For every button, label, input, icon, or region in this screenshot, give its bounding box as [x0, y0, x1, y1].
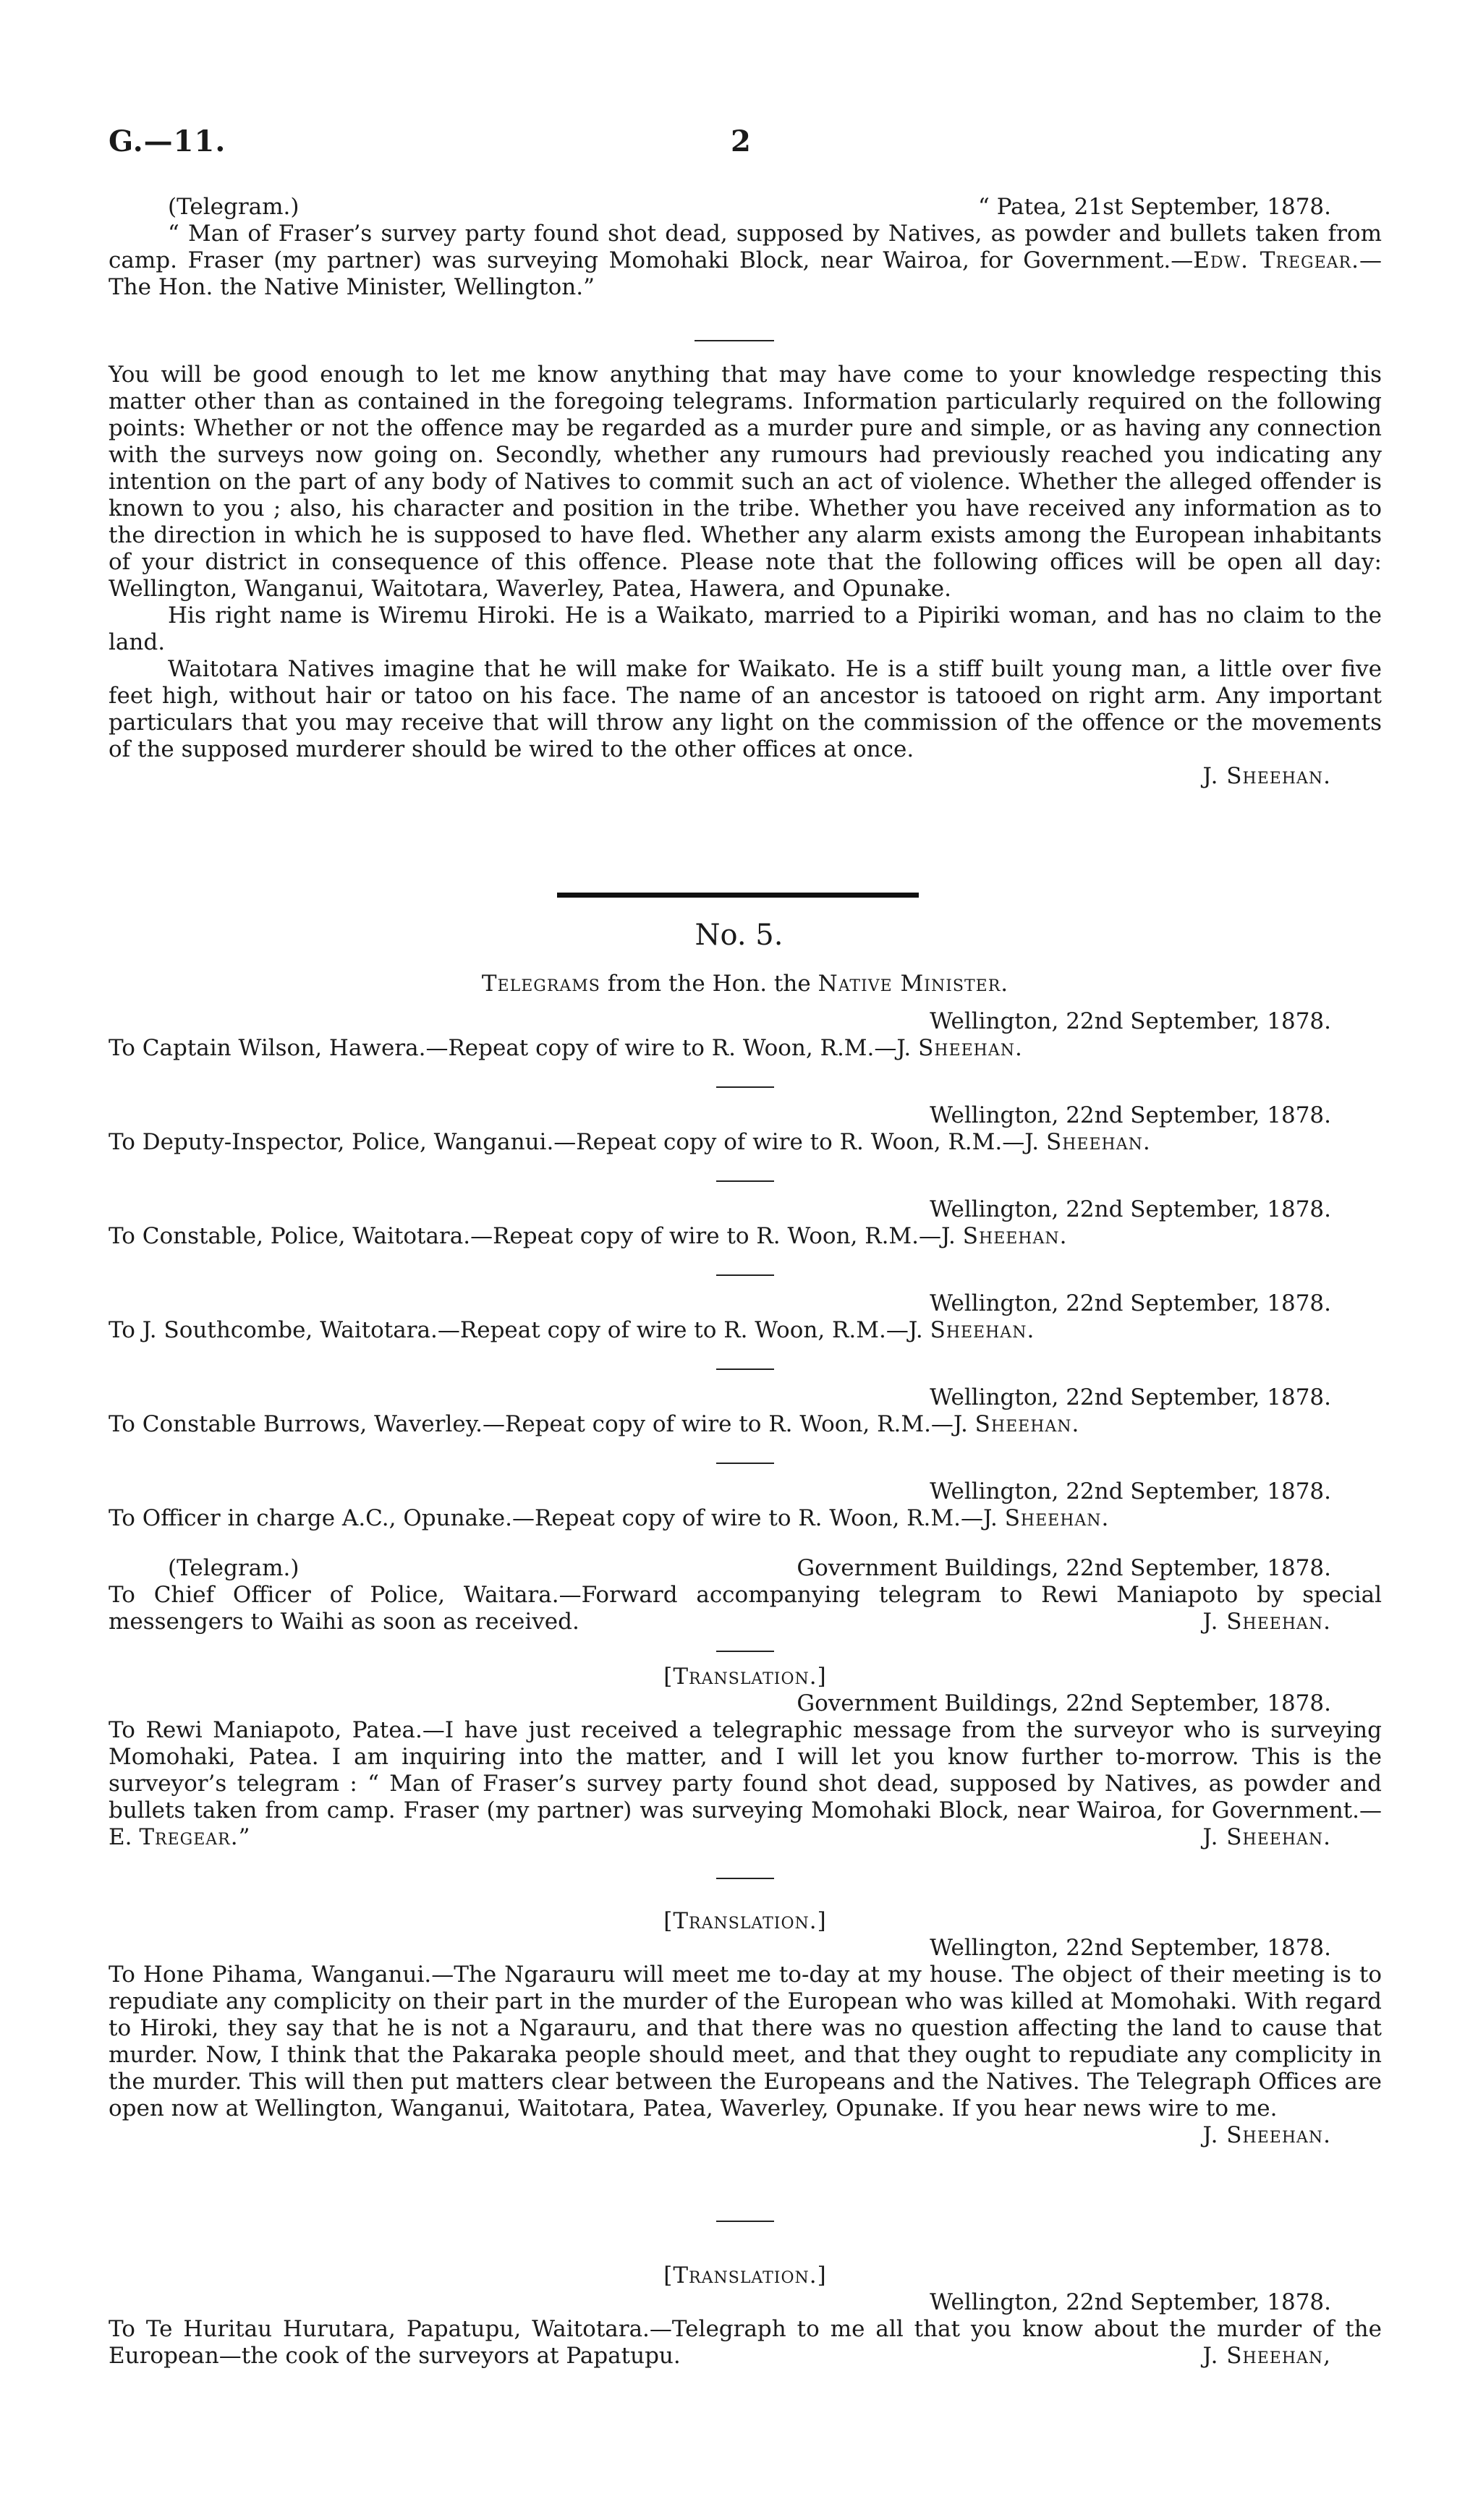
telegram-patea	[109, 194, 1382, 301]
divider	[716, 1274, 774, 1276]
letter-signature: J. Sheehan.	[1202, 763, 1331, 789]
telegram-sender: Edw. Tregear.	[1193, 247, 1359, 273]
telegram-dateline: “ Patea, 21st September, 1878.	[978, 194, 1331, 220]
telegram-label: (Telegram.)	[168, 194, 300, 220]
section-number: No. 5.	[695, 919, 783, 952]
section-subtitle: Telegrams from the Hon. the Native Minister.	[481, 971, 1009, 997]
letter-paragraph-1: You will be good enough to let me know anything that may have come to your knowledge respecting this matter other than as contained in the foregoing telegrams. Information particularly required on the following points: Whether or not the offence may be regarded as a murder pure and simple, or as having any connection with the surveys now going on. Secondly, whether any rumours had previously reached you indicating any intention on the part of any body of Natives to commit such an act of violence. Whether the alleged offender is known to you ; also, his character and position in the tribe. Whether you have received any information as to the direction in which he is supposed to have fled. Whether any alarm exists among the European inhabitants of your district in consequence of this offence. Please note that the following offices will be open all day: Wellington, Wanganui, Waitotara, Waverley, Patea, Hawera, and Opunake.	[109, 362, 1382, 602]
letter-paragraph-2: His right name is Wiremu Hiroki. He is a Waikato, married to a Pipiriki woman, and has no claim to the land.	[109, 603, 1382, 655]
page-number: 2	[731, 124, 751, 158]
short-telegram: Wellington, 22nd September, 1878. To J. Southcombe, Waitotara.—Repeat copy of wire to R. Woon, R.M.—J. Sheehan.	[109, 1290, 1331, 1343]
divider	[695, 340, 774, 341]
section-divider	[557, 893, 919, 898]
divider	[716, 1086, 774, 1088]
short-telegram: Wellington, 22nd September, 1878. To Officer in charge A.C., Opunake.—Repeat copy of wire to R. Woon, R.M.—J. Sheehan.	[109, 1478, 1331, 1531]
divider	[716, 1878, 774, 1879]
divider	[716, 1368, 774, 1370]
telegram-body: “ Man of Fraser’s survey party found shot dead, supposed by Natives, as powder and bullets taken from camp. Fraser (my partner) was surveying Momohaki Block, near Wairoa, for Government.—Edw. Tregear.—The Hon. the Native Minister, Wellington.”	[109, 221, 1382, 300]
translation-te-huritau: [Translation.] Wellington, 22nd September, 1878. To Te Huritau Hurutara, Papatupu, Waitotara.—Telegraph to me all that you know about the murder of the European—the cook of the surveyors at Papatupu. J. Sheehan,	[109, 2263, 1382, 2369]
short-telegram: Wellington, 22nd September, 1878. To Constable Burrows, Waverley.—Repeat copy of wire to R. Woon, R.M.—J. Sheehan.	[109, 1384, 1331, 1437]
divider	[716, 2221, 774, 2222]
short-telegram: Wellington, 22nd September, 1878. To Constable, Police, Waitotara.—Repeat copy of wire to R. Woon, R.M.—J. Sheehan.	[109, 1196, 1331, 1249]
letter	[109, 362, 1382, 790]
short-telegram: Wellington, 22nd September, 1878. To Deputy-Inspector, Police, Wanganui.—Repeat copy of wire to R. Woon, R.M.—J. Sheehan.	[109, 1102, 1331, 1155]
letter-paragraph-3: Waitotara Natives imagine that he will make for Waikato. He is a stiff built young man, a little over five feet high, without hair or tatoo on his face. The name of an ancestor is tatooed on right arm. Any important particulars that you may receive that will throw any light on the commission of the offence or the movements of the supposed murderer should be wired to the other offices at once.	[109, 656, 1382, 762]
divider	[716, 1651, 774, 1652]
translation-rewi-maniapoto: [Translation.] Government Buildings, 22nd September, 1878. To Rewi Maniapoto, Patea.—I have just received a telegraphic message from the surveyor who is surveying Momohaki, Patea. I am inquiring into the matter, and I will let you know further to-morrow. This is the surveyor’s telegram : “ Man of Fraser’s survey party found shot dead, supposed by Natives, as powder and bullets taken from camp. Fraser (my partner) was surveying Momohaki Block, near Wairoa, for Government.—E. Tregear.” J. Sheehan.	[109, 1664, 1382, 1850]
translation-hone-pihama: [Translation.] Wellington, 22nd September, 1878. To Hone Pihama, Wanganui.—The Ngarauru will meet me to-day at my house. The object of their meeting is to repudiate any complicity on their part in the murder of the European who was killed at Momohaki. With regard to Hiroki, they say that he is not a Ngarauru, and that there was no question affecting the land to cause that murder. Now, I think that the Pakaraka people should meet, and that they ought to repudiate any complicity in the murder. This will then put matters clear between the Europeans and the Natives. The Telegraph Offices are open now at Wellington, Wanganui, Waitotara, Patea, Waverley, Opunake. If you hear news wire to me. J. Sheehan.	[109, 1908, 1382, 2148]
telegram-chief-officer: (Telegram.) Government Buildings, 22nd September, 1878. To Chief Officer of Police, Waitara.—Forward accompanying telegram to Rewi Maniapoto by special messengers to Waihi as soon as received. J. Sheehan.	[109, 1555, 1382, 1635]
document-reference: G.—11.	[109, 124, 226, 158]
divider	[716, 1180, 774, 1182]
short-telegram: Wellington, 22nd September, 1878. To Captain Wilson, Hawera.—Repeat copy of wire to R. Woon, R.M.—J. Sheehan.	[109, 1008, 1331, 1061]
divider	[716, 1463, 774, 1464]
